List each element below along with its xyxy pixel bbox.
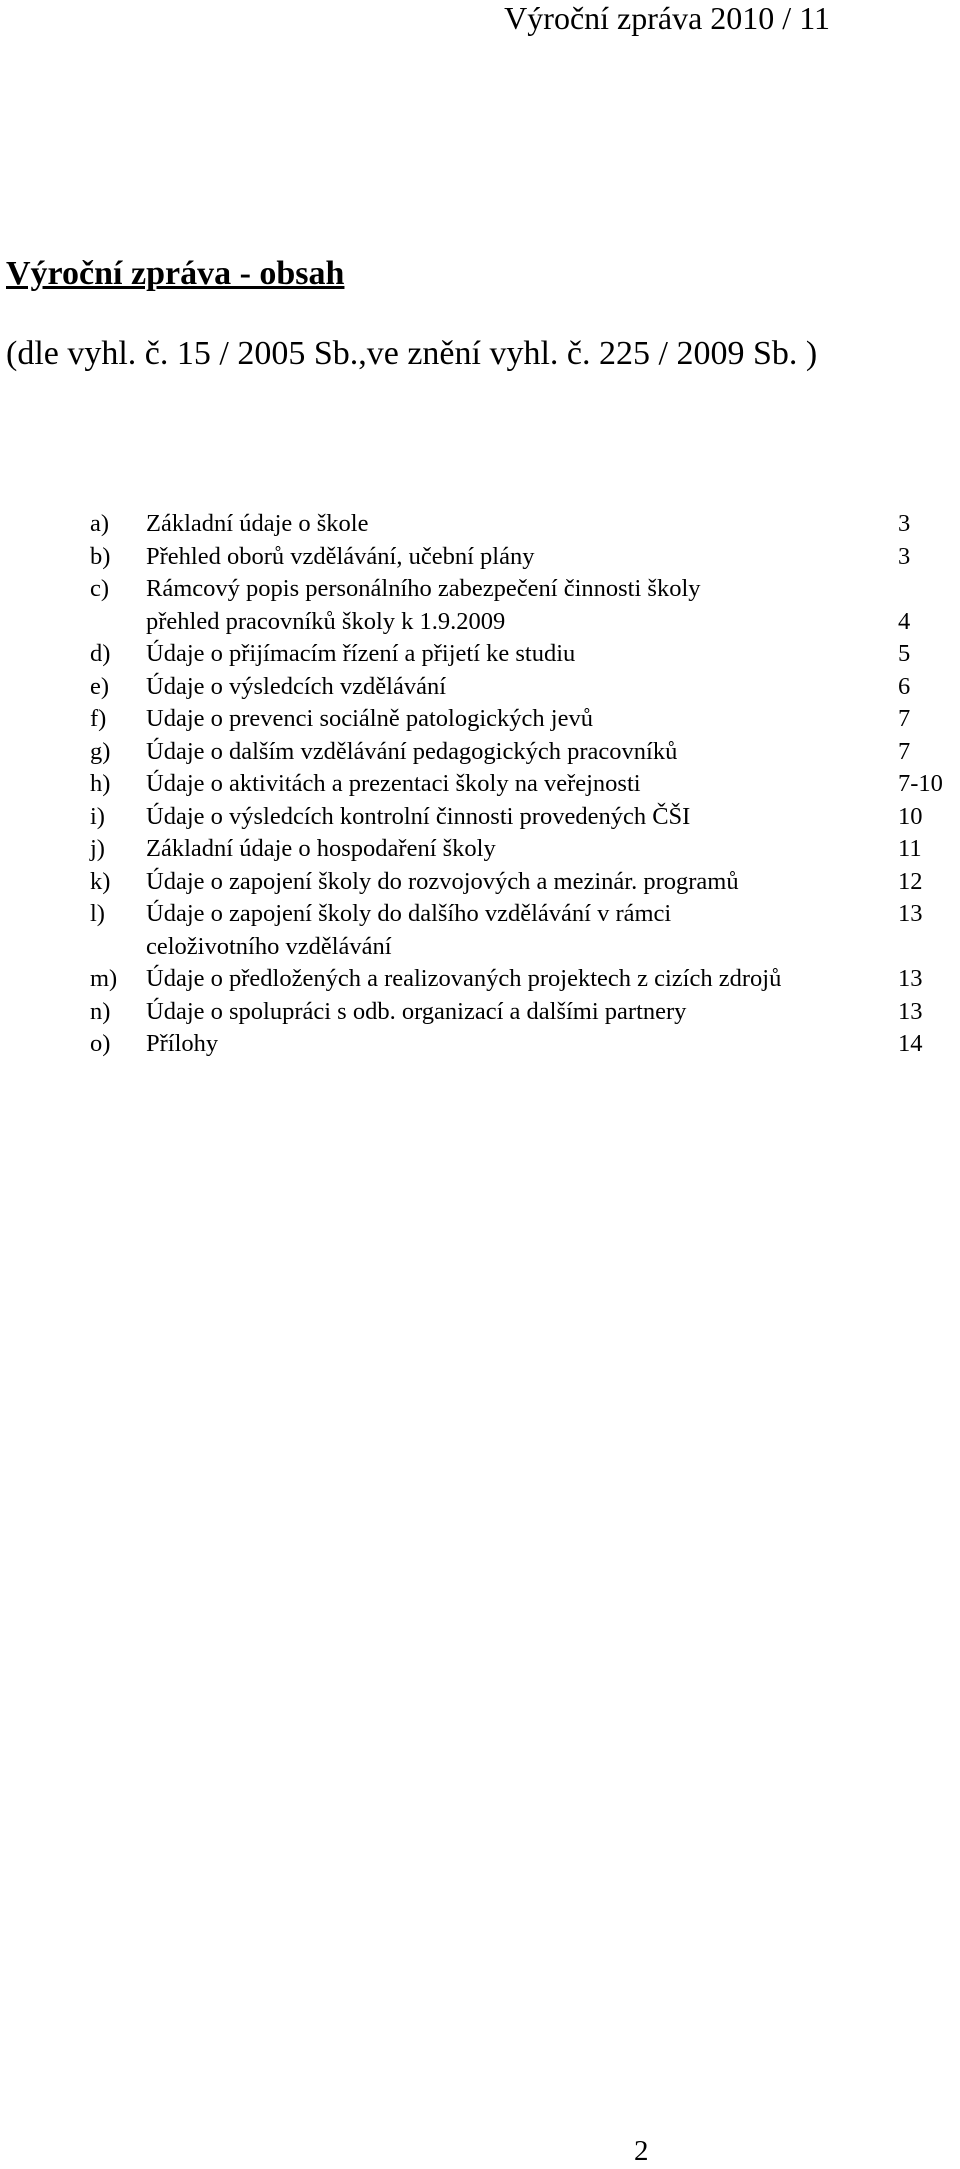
toc-item-m: [90, 963, 940, 996]
toc-item-k: [90, 866, 940, 899]
toc-letter: h): [90, 770, 111, 797]
running-header: Výroční zpráva 2010 / 11: [504, 0, 830, 36]
toc-item-h: [90, 768, 943, 801]
toc-letter: g): [90, 737, 111, 765]
toc-text-line: Základní údaje o škole: [146, 510, 369, 537]
toc-page-number: 13: [898, 900, 923, 927]
toc-text: [146, 508, 898, 541]
toc-item-j: [90, 833, 940, 866]
toc-page-number: 5: [898, 640, 911, 667]
toc-page-number: 3: [898, 542, 911, 570]
toc-page-number: 6: [898, 672, 911, 700]
toc-letter: l): [90, 900, 105, 927]
toc-item-c: [90, 573, 940, 638]
toc-text-line: Údaje o přijímacím řízení a přijetí ke studiu: [146, 640, 576, 667]
toc-item-g: [90, 736, 940, 769]
toc-letter: c): [90, 575, 110, 602]
document-title: Výroční zpráva - obsah: [6, 255, 345, 292]
toc-letter: o): [90, 1030, 111, 1057]
toc-item-o: [90, 1028, 940, 1061]
toc-page-number: 7: [898, 705, 911, 732]
toc-text-line: celoživotního vzdělávání: [146, 932, 392, 960]
toc-text: [146, 573, 898, 638]
toc-text: [146, 671, 898, 704]
toc-text-line: Údaje o aktivitách a prezentaci školy na veřejnosti: [146, 770, 641, 797]
toc-page-number: 13: [898, 965, 923, 992]
toc-text-line: Údaje o výsledcích vzdělávání: [146, 672, 447, 700]
toc-text: [146, 963, 898, 996]
toc-text: [146, 898, 898, 963]
page-number: 2: [634, 2135, 649, 2167]
document-subtitle: (dle vyhl. č. 15 / 2005 Sb.,ve znění vyhl. č. 225 / 2009 Sb. ): [6, 335, 818, 372]
toc-page-number: 3: [898, 510, 911, 537]
toc-letter: k): [90, 867, 111, 895]
toc-letter: a): [90, 510, 110, 537]
toc-page-number: 7: [898, 737, 911, 765]
toc-page-number: 14: [898, 1030, 923, 1057]
toc-page-number: 7-10: [898, 770, 943, 797]
toc-text: [146, 768, 898, 801]
toc-item-b: [90, 541, 940, 574]
toc-letter: j): [90, 835, 105, 862]
toc-item-n: [90, 996, 940, 1029]
toc-item-f: [90, 703, 940, 736]
toc-letter: e): [90, 672, 110, 700]
toc-text-line: Údaje o výsledcích kontrolní činnosti provedených ČŠI: [146, 802, 691, 830]
table-of-contents: [90, 508, 943, 1061]
toc-page-number: 13: [898, 997, 923, 1025]
toc-text-line: Udaje o prevenci sociálně patologických jevů: [146, 705, 593, 732]
toc-text-line: Rámcový popis personálního zabezpečení činnosti školy: [146, 575, 701, 602]
toc-text: [146, 638, 898, 671]
toc-text: [146, 866, 898, 899]
toc-page-number: 11: [898, 835, 922, 862]
toc-letter: n): [90, 997, 111, 1025]
toc-text-line: Údaje o zapojení školy do rozvojových a mezinár. programů: [146, 867, 739, 895]
toc-page-number: 10: [898, 802, 923, 830]
toc-text-line: přehled pracovníků školy k 1.9.2009: [146, 607, 506, 635]
toc-text: [146, 541, 898, 574]
toc-text: [146, 833, 898, 866]
toc-item-i: [90, 801, 940, 834]
toc-text: [146, 703, 898, 736]
toc-text: [146, 736, 898, 769]
toc-text-line: Přehled oborů vzdělávání, učební plány: [146, 542, 535, 570]
toc-letter: b): [90, 542, 111, 570]
toc-letter: i): [90, 802, 105, 830]
toc-page-number: 4: [898, 607, 911, 635]
toc-letter: d): [90, 640, 111, 667]
toc-text-line: Základní údaje o hospodaření školy: [146, 835, 496, 862]
toc-text-line: Přílohy: [146, 1030, 219, 1057]
toc-text: [146, 996, 898, 1029]
toc-item-e: [90, 671, 940, 704]
toc-text: [146, 1028, 898, 1061]
toc-item-l: [90, 898, 940, 963]
toc-letter: m): [90, 965, 118, 992]
toc-page-number: 12: [898, 867, 923, 895]
toc-text-line: Údaje o dalším vzdělávání pedagogických pracovníků: [146, 737, 678, 765]
toc-item-d: [90, 638, 940, 671]
toc-text-line: Údaje o zapojení školy do dalšího vzdělávání v rámci: [146, 900, 672, 927]
toc-letter: f): [90, 705, 107, 732]
toc-text: [146, 801, 898, 834]
toc-item-a: [90, 508, 940, 541]
toc-text-line: Údaje o předložených a realizovaných projektech z cizích zdrojů: [146, 965, 782, 992]
toc-text-line: Údaje o spolupráci s odb. organizací a dalšími partnery: [146, 997, 687, 1025]
